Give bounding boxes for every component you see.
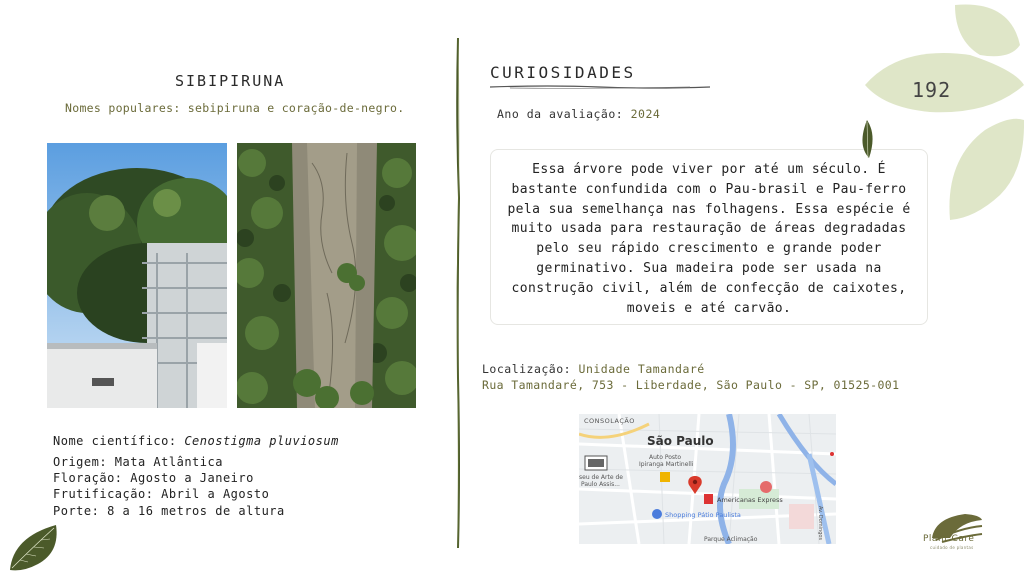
map-poi-posto-line2: Ipiranga Martinelli [639,461,694,468]
map-poi-americanas: Americanas Express [717,496,783,504]
year-value: 2024 [630,107,661,121]
small-leaf-icon [857,120,877,160]
origin: Origem: Mata Atlântica [53,455,223,469]
location-value: Unidade Tamandaré [578,362,705,376]
curiosities-title: CURIOSIDADES [490,63,636,82]
species-title: SIBIPIRUNA [175,72,286,90]
map-poi-posto: Auto Posto [649,454,682,461]
map-poi-avenue: Av. Domingos [817,506,823,541]
leaf-bottom-left-icon [8,522,60,572]
size: Porte: 8 a 16 metros de altura [53,504,285,518]
scientific-value: Cenostigma pluviosum [184,434,339,448]
plant-care-logo [920,500,990,560]
year-label: Ano da avaliação: [497,107,631,121]
tree-canopy-photo [47,143,227,408]
scientific-name [53,434,339,448]
decorative-leaves [860,0,1024,225]
curiosities-text: Essa árvore pode viver por até um século. É bastante confundida com o Pau-brasil e Pau-ferro pela sua semelhança nas folhagens. Essa espécie é muito usada para restauração de áreas degradadas pelo seu rápido crescimento e grande poder germinativo. Sua madeira pode ser usada na construção civil, além de confecção de caixotes, moveis e até carvão. [490,149,928,325]
page-number: 192 [912,78,952,102]
address: Rua Tamandaré, 753 - Liberdade, São Paulo - SP, 01525-001 [482,378,900,392]
map-poi-shopping: Shopping Pátio Paulista [665,511,741,519]
map-poi-museum: seu de Arte de [579,474,623,481]
fruiting: Frutificação: Abril a Agosto [53,487,270,501]
tree-trunk-photo [237,143,416,408]
evaluation-year [497,107,660,121]
flowering: Floração: Agosto a Janeiro [53,471,254,485]
location-label: Localização: [482,362,579,376]
popular-names: Nomes populares: sebipiruna e coração-de-negro. [65,101,405,115]
scientific-label: Nome científico: [53,434,185,448]
map-poi-park: Parque Aclimação [704,536,758,543]
map-city: São Paulo [647,434,714,448]
map-district: CONSOLAÇÃO [584,417,635,425]
brand-tagline: cuidado de plantas [930,545,974,550]
title-underline [490,84,710,90]
location-map[interactable] [579,414,836,544]
map-poi-museum-line2: Paulo Assis... [581,481,620,488]
brand-name: Plant Care [923,534,975,544]
location [482,362,705,376]
vertical-divider [453,38,463,548]
